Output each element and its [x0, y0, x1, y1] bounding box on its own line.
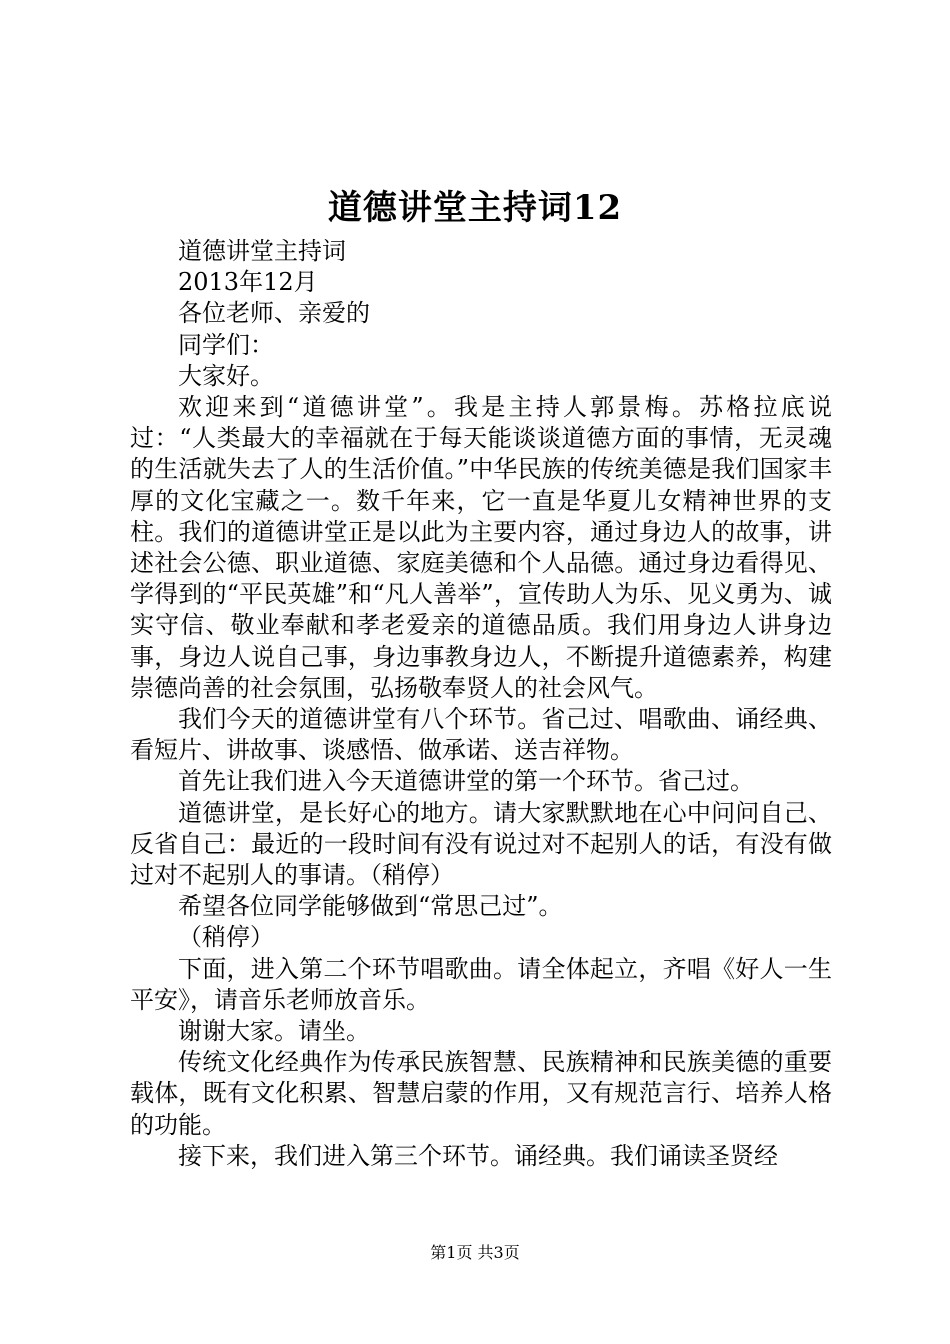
paragraph: 欢迎来到“道德讲堂”。我是主持人郭景梅。苏格拉底说过：“人类最大的幸福就在于每天能谈谈道德方面的事情，无灵魂的生活就失去了人的生活价值。”中华民族的传统美德是我们国家丰厚的文化宝藏之一。数千年来，它一直是华夏儿女精神世界的支柱。我们的道德讲堂正是以此为主要内容，通过身边人的故事，讲述社会公德、职业道德、家庭美德和个人品德。通过身边看得见、学得到的“平民英雄”和“凡人善举”，宣传助人为乐、见义勇为、诚实守信、敬业奉献和孝老爱亲的道德品质。我们用身边人讲身边事，身边人说自己事，身边事教身边人，不断提升道德素养，构建崇德尚善的社会氛围，弘扬敬奉贤人的社会风气。	[130, 393, 832, 702]
paragraph: 谢谢大家。请坐。	[178, 1017, 370, 1046]
page-footer: 第1页 共3页	[430, 1243, 520, 1262]
paragraph: 2013年12月	[178, 268, 318, 297]
paragraph: 同学们：	[178, 330, 274, 359]
paragraph: 下面，进入第二个环节唱歌曲。请全体起立，齐唱《好人一生平安》，请音乐老师放音乐。	[130, 954, 832, 1014]
paragraph: 道德讲堂主持词	[178, 237, 346, 265]
document-body	[130, 236, 832, 1172]
paragraph: 传统文化经典作为传承民族智慧、民族精神和民族美德的重要载体，既有文化积累、智慧启蒙的作用，又有规范言行、培养人格的功能。	[130, 1048, 832, 1139]
paragraph: 大家好。	[178, 361, 274, 390]
paragraph: 我们今天的道德讲堂有八个环节。省己过、唱歌曲、诵经典、看短片、讲故事、谈感悟、做承诺、送吉祥物。	[130, 705, 832, 765]
document-title: 道德讲堂主持词12	[327, 188, 623, 228]
paragraph: 首先让我们进入今天道德讲堂的第一个环节。省己过。	[178, 767, 754, 796]
paragraph: （稍停）	[178, 923, 274, 952]
paragraph: 接下来，我们进入第三个环节。诵经典。我们诵读圣贤经	[178, 1141, 778, 1170]
paragraph: 希望各位同学能够做到“常思己过”。	[178, 892, 563, 921]
paragraph: 各位老师、亲爱的	[178, 299, 370, 328]
paragraph: 道德讲堂，是长好心的地方。请大家默默地在心中问问自己、反省自己：最近的一段时间有没有说过对不起别人的话，有没有做过对不起别人的事请。（稍停）	[130, 798, 832, 890]
